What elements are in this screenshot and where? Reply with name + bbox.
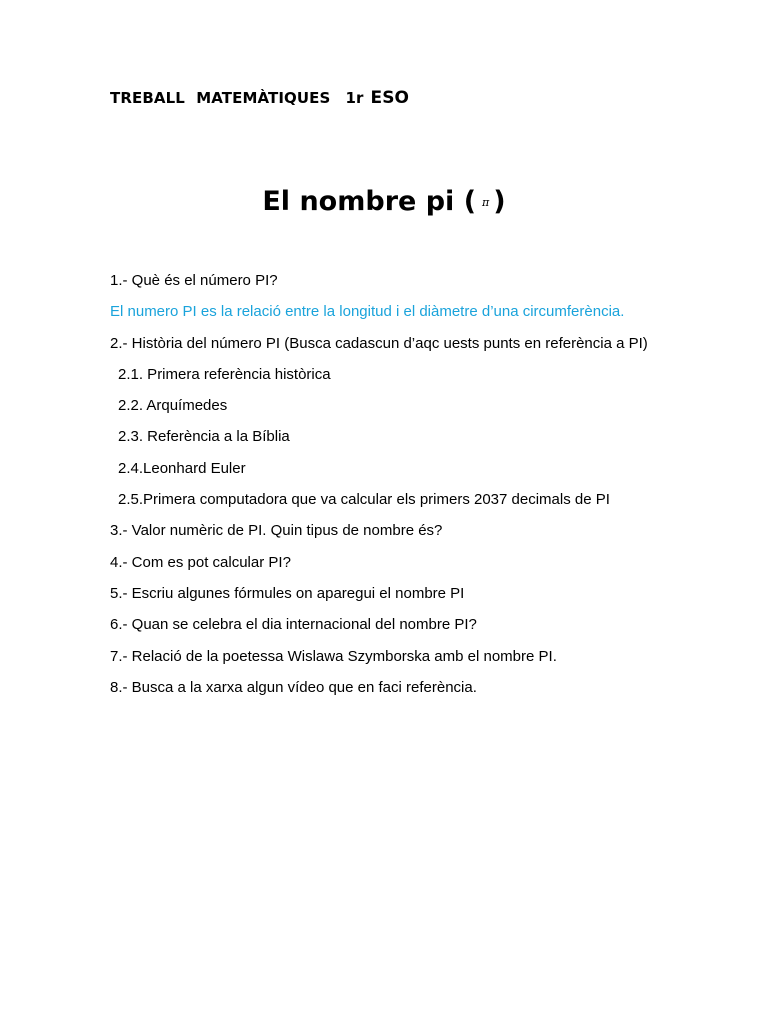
subquestion-2-5: 2.5.Primera computadora que va calcular els primers 2037 decimals de PI bbox=[118, 491, 610, 509]
header-treball: TREBALL bbox=[110, 89, 185, 107]
question-3: 3.- Valor numèric de PI. Quin tipus de nombre és? bbox=[110, 522, 443, 540]
subquestion-2-4: 2.4.Leonhard Euler bbox=[118, 459, 246, 477]
question-8: 8.- Busca a la xarxa algun vídeo que en faci referència. bbox=[110, 678, 477, 696]
question-list bbox=[110, 271, 658, 709]
question-5: 5.- Escriu algunes fórmules on aparegui el nombre PI bbox=[110, 584, 465, 602]
question-4: 4.- Com es pot calcular PI? bbox=[110, 553, 291, 571]
title-close: ) bbox=[493, 186, 506, 217]
header-course: 1r bbox=[345, 89, 364, 107]
question-6: 6.- Quan se celebra el dia internacional del nombre PI? bbox=[110, 616, 477, 634]
answer-1: El numero PI es la relació entre la longitud i el diàmetre d’una circumferència. bbox=[110, 303, 625, 321]
question-7: 7.- Relació de la poetessa Wislawa Szymborska amb el nombre PI. bbox=[110, 647, 557, 665]
pi-symbol: π bbox=[482, 196, 490, 209]
document-title bbox=[0, 186, 768, 217]
header-subject: MATEMÀTIQUES bbox=[196, 89, 331, 107]
subquestion-2-3: 2.3. Referència a la Bíblia bbox=[118, 428, 290, 446]
document-header bbox=[110, 88, 409, 108]
subquestion-2-2: 2.2. Arquímedes bbox=[118, 397, 228, 415]
question-2: 2.- Història del número PI (Busca cadascun d’aqc uests punts en referència a PI) bbox=[110, 334, 648, 352]
header-level: ESO bbox=[370, 88, 410, 108]
subquestion-2-1: 2.1. Primera referència històrica bbox=[118, 365, 331, 383]
title-text: El nombre pi ( bbox=[262, 186, 477, 217]
question-1: 1.- Què és el número PI? bbox=[110, 272, 278, 289]
